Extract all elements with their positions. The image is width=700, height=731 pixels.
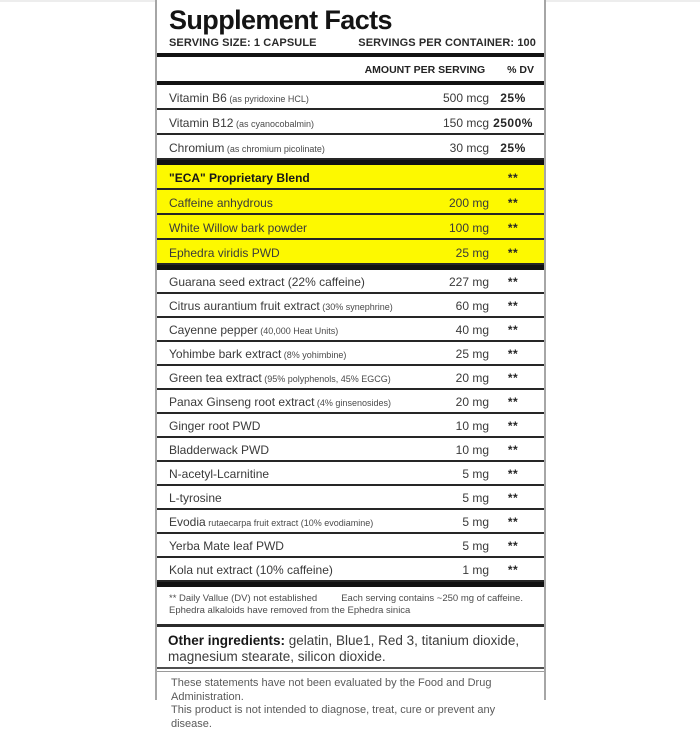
- footnote-line1: [169, 593, 534, 605]
- dv-column-header: % DV: [507, 64, 534, 76]
- dv-value: **: [507, 323, 519, 337]
- serving-info: [157, 36, 544, 53]
- dv-value: **: [507, 395, 519, 409]
- dv-value: **: [507, 347, 519, 361]
- dv-value: **: [507, 299, 519, 313]
- ingredient-detail: (as chromium picolinate): [224, 144, 325, 154]
- ingredient-name: Citrus aurantium fruit extract (30% synephrine): [169, 299, 393, 313]
- table-row: [157, 342, 544, 366]
- column-header: [157, 57, 544, 81]
- ingredient-detail: rutaecarpa fruit extract (10% evodiamine): [205, 518, 374, 528]
- ingredient-detail: (4% ginsenosides): [314, 398, 391, 408]
- amount-value: 200 mg: [448, 196, 489, 210]
- amount-value: 40 mg: [455, 323, 489, 337]
- dv-value: **: [507, 539, 519, 553]
- amount-value: 25 mg: [455, 347, 489, 361]
- ingredient-name: Kola nut extract (10% caffeine): [169, 563, 333, 577]
- ingredient-name: N-acetyl-Lcarnitine: [169, 467, 270, 481]
- fda-disclaimer: [157, 671, 544, 731]
- table-row: [157, 486, 544, 510]
- table-row: [157, 414, 544, 438]
- amount-value: 500 mcg: [442, 91, 489, 105]
- dv-value: **: [507, 563, 519, 577]
- amount-value: 25 mg: [455, 246, 489, 260]
- amount-value: 10 mg: [455, 419, 489, 433]
- amount-value: [423, 185, 489, 188]
- other-ingredients: [157, 627, 544, 669]
- page-title: Supplement Facts: [169, 5, 392, 35]
- table-row: [157, 462, 544, 486]
- ingredient-name: Vitamin B12 (as cyanocobalmin): [169, 116, 315, 130]
- ingredient-table: [157, 85, 544, 587]
- dv-value: **: [507, 467, 519, 481]
- table-row: [157, 135, 544, 160]
- other-ingredients-label: Other ingredients:: [168, 633, 286, 648]
- table-row: [157, 240, 544, 265]
- ingredient-detail: (as cyanocobalmin): [233, 119, 315, 129]
- table-row: [157, 294, 544, 318]
- servings-per-container-label: SERVINGS PER CONTAINER: 100: [358, 37, 536, 49]
- table-row: [157, 270, 544, 294]
- table-row: [157, 390, 544, 414]
- table-row: [157, 438, 544, 462]
- amount-value: 20 mg: [455, 395, 489, 409]
- dv-value: **: [507, 515, 519, 529]
- amount-value: 60 mg: [455, 299, 489, 313]
- serving-size-label: SERVING SIZE: 1 CAPSULE: [169, 37, 317, 49]
- dv-value: **: [507, 419, 519, 433]
- table-row: [157, 318, 544, 342]
- dv-value: **: [507, 443, 519, 457]
- disclaimer-line1: These statements have not been evaluated by the Food and Drug Administration.: [171, 677, 492, 703]
- table-row: [157, 366, 544, 390]
- other-ingredients-text: gelatin, Blue1, Red 3, titanium dioxide, magnesium stearate, silicon dioxide.: [168, 633, 520, 664]
- ingredient-detail: (40,000 Heat Units): [257, 326, 339, 336]
- ingredient-name: Cayenne pepper (40,000 Heat Units): [169, 323, 339, 337]
- ingredient-detail: (as pyridoxine HCL): [226, 94, 309, 104]
- footnote-line2: Ephedra alkaloids have removed from the Ephedra sinica: [169, 605, 411, 616]
- dv-value: 25%: [500, 91, 526, 105]
- table-row: [157, 110, 544, 135]
- dv-value: **: [507, 371, 519, 385]
- ingredient-detail: (8% yohimbine): [281, 350, 347, 360]
- amount-value: 5 mg: [462, 491, 489, 505]
- table-row: [157, 558, 544, 582]
- amount-value: 20 mg: [455, 371, 489, 385]
- ingredient-name: Bladderwack PWD: [169, 443, 270, 457]
- table-row: [157, 510, 544, 534]
- dv-value: **: [507, 491, 519, 505]
- ingredient-name: Yohimbe bark extract (8% yohimbine): [169, 347, 347, 361]
- amount-value: 10 mg: [455, 443, 489, 457]
- table-row: [157, 165, 544, 190]
- amount-value: 100 mg: [448, 221, 489, 235]
- table-row: [157, 534, 544, 558]
- supplement-facts-panel: [155, 0, 546, 730]
- table-row: [157, 85, 544, 110]
- amount-value: 227 mg: [448, 275, 489, 289]
- ingredient-name: Caffeine anhydrous: [169, 196, 273, 210]
- dv-value: **: [507, 221, 519, 235]
- amount-value: 1 mg: [462, 563, 489, 577]
- amount-value: 150 mcg: [442, 116, 489, 130]
- ingredient-name: Evodia rutaecarpa fruit extract (10% evodiamine): [169, 515, 374, 529]
- ingredient-name: Panax Ginseng root extract (4% ginsenosides): [169, 395, 391, 409]
- dv-value: **: [507, 196, 519, 210]
- amount-value: 5 mg: [462, 467, 489, 481]
- ingredient-name: "ECA" Proprietary Blend: [169, 171, 310, 185]
- disclaimer-line2: This product is not intended to diagnose, treat, cure or prevent any disease.: [171, 704, 496, 730]
- ingredient-name: Ephedra viridis PWD: [169, 246, 280, 260]
- table-row: [157, 215, 544, 240]
- dv-value: **: [507, 275, 519, 289]
- ingredient-name: White Willow bark powder: [169, 221, 308, 235]
- caffeine-note: Each serving contains ~250 mg of caffeine.: [341, 593, 523, 604]
- amount-value: 5 mg: [462, 515, 489, 529]
- dv-value: 2500%: [493, 116, 533, 130]
- ingredient-name: Vitamin B6 (as pyridoxine HCL): [169, 91, 309, 105]
- ingredient-name: Yerba Mate leaf PWD: [169, 539, 284, 553]
- ingredient-detail: (95% polyphenols, 45% EGCG): [261, 374, 391, 384]
- ingredient-name: L-tyrosine: [169, 491, 222, 505]
- ingredient-detail: (30% synephrine): [319, 302, 393, 312]
- ingredient-name: Green tea extract (95% polyphenols, 45% EGCG): [169, 371, 391, 385]
- amount-column-header: AMOUNT PER SERVING: [364, 64, 486, 76]
- dv-value: **: [507, 246, 519, 260]
- footnote: [157, 587, 544, 620]
- amount-value: 30 mcg: [449, 141, 489, 155]
- dv-value: 25%: [500, 141, 526, 155]
- dv-value: **: [507, 171, 519, 185]
- table-row: [157, 190, 544, 215]
- ingredient-name: Guarana seed extract (22% caffeine): [169, 275, 365, 289]
- ingredient-name: Chromium (as chromium picolinate): [169, 141, 325, 155]
- amount-value: 5 mg: [462, 539, 489, 553]
- ingredient-name: Ginger root PWD: [169, 419, 261, 433]
- dv-not-established-note: ** Daily Vallue (DV) not established: [169, 593, 318, 604]
